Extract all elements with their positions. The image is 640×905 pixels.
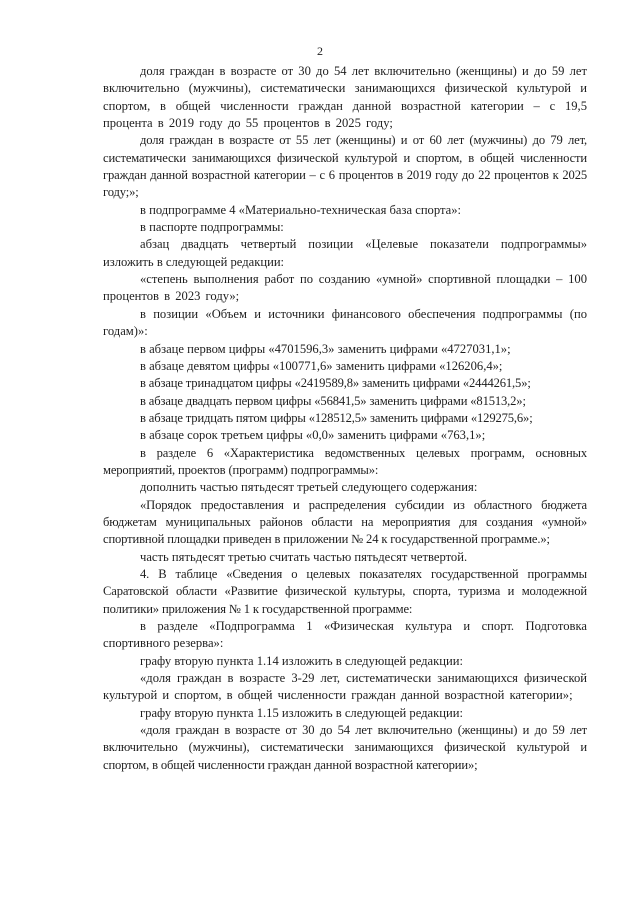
paragraph: «степень выполнения работ по созданию «умной» спортивной площадки – 100 процентов в 2023 году»;: [103, 272, 587, 304]
paragraph: «доля граждан в возрасте 3-29 лет, систематически занимающихся физической культурой и спортом, в общей численности граждан данной возрастной категории»;: [103, 671, 587, 703]
paragraph: в подпрограмме 4 «Материально-техническая база спорта»:: [140, 202, 462, 217]
paragraph: «доля граждан в возрасте от 30 до 54 лет включительно (женщины) и до 59 лет включительно (мужчины), систематически занимающихся физической культурой и спортом, в общей численности граждан данной возрастной категории»;: [103, 723, 587, 772]
paragraph: графу вторую пункта 1.15 изложить в следующей редакции:: [140, 705, 463, 720]
paragraph: в разделе «Подпрограмма 1 «Физическая культура и спорт. Подготовка спортивного резерва»:: [103, 619, 587, 651]
paragraph: в абзаце сорок третьем цифры «0,0» заменить цифрами «763,1»;: [140, 428, 486, 443]
paragraph: абзац двадцать четвертый позиции «Целевые показатели подпрограммы» изложить в следующей редакции:: [103, 237, 587, 269]
paragraph: в абзаце двадцать первом цифры «56841,5» заменить цифрами «81513,2»;: [140, 393, 526, 408]
paragraph: в паспорте подпрограммы:: [140, 220, 284, 235]
paragraph: дополнить частью пятьдесят третьей следующего содержания:: [140, 480, 478, 495]
paragraph: доля граждан в возрасте от 30 до 54 лет включительно (женщины) и до 59 лет включительно (мужчины), систематически занимающихся физической культурой и спортом, в общей численности граждан данной возрастной категории – с 19,5 процента в 2019 году до 55 процентов в 2025 году;: [103, 64, 587, 131]
paragraph: в абзаце тринадцатом цифры «2419589,8» заменить цифрами «2444261,5»;: [140, 376, 531, 391]
paragraph: доля граждан в возрасте от 55 лет (женщины) и от 60 лет (мужчины) до 79 лет, систематически занимающихся физической культурой и спортом, в общей численности граждан данной возрастной категории – с 6 процентов в 2019 году до 22 процентов к 2025 году;»;: [103, 133, 587, 200]
paragraph: в позиции «Объем и источники финансового обеспечения подпрограммы (по годам)»:: [103, 306, 587, 339]
paragraph: в абзаце тридцать пятом цифры «128512,5» заменить цифрами «129275,6»;: [140, 410, 533, 425]
paragraph: в разделе 6 «Характеристика ведомственных целевых программ, основных мероприятий, проектов (программ) подпрограммы»:: [103, 445, 587, 477]
paragraph: 4. В таблице «Сведения о целевых показателях государственной программы Саратовской области «Развитие физической культуры, спорта, туризма и молодежной политики» приложения № 1 к государственной программе:: [103, 566, 587, 616]
page-number: 2: [317, 44, 323, 58]
paragraph: часть пятьдесят третью считать частью пятьдесят четвертой.: [140, 549, 468, 564]
paragraph: в абзаце первом цифры «4701596,3» заменить цифрами «4727031,1»;: [140, 341, 511, 356]
document-body: [103, 63, 587, 774]
paragraph: «Порядок предоставления и распределения субсидии из областного бюджета бюджетам муниципальных районов области на мероприятия для создания «умной» спортивной площадки приведен в приложении № 24 к государственной программе.»;: [103, 497, 587, 547]
paragraph: в абзаце девятом цифры «100771,6» заменить цифрами «126206,4»;: [140, 358, 503, 373]
paragraph: графу вторую пункта 1.14 изложить в следующей редакции:: [140, 653, 463, 668]
